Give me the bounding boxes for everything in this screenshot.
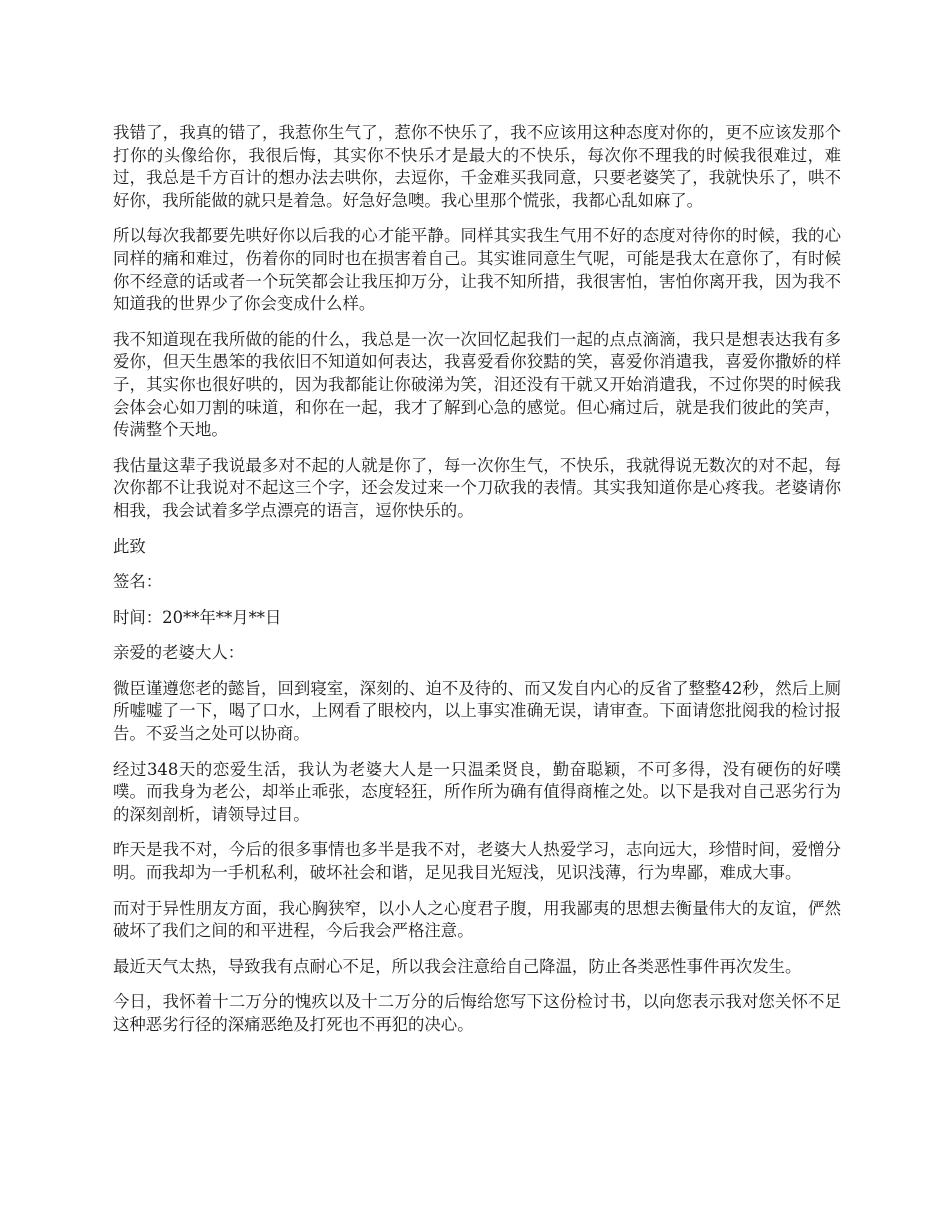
signature-line: 签名： xyxy=(113,572,163,592)
paragraph-self-review-6: 今日，我怀着十二万分的愧疚以及十二万分的后悔给您写下这份检讨书，以向您表示我对您关怀不足这种恶劣行径的深痛恶绝及打死也不再犯的决心。 xyxy=(113,992,841,1034)
paragraph-self-review-1: 微臣谨遵您老的懿旨，回到寝室，深刻的、迫不及待的、而又发自内心的反省了整整42秒，然后上厕所嘘嘘了一下，喝了口水，上网看了眼校内，以上事实准确无误，请审查。下面请您批阅我的检讨报告。不妥当之处可以协商。 xyxy=(113,678,841,744)
greeting-line: 亲爱的老婆大人： xyxy=(113,643,245,663)
paragraph-self-review-3: 昨天是我不对，今后的很多事情也多半是我不对，老婆大人热爱学习，志向远大，珍惜时间，爱憎分明。而我却为一手机私利，破坏社会和谐，足见我目光短浅，见识浅薄，行为卑鄙，难成大事。 xyxy=(113,840,841,883)
closing-salutation: 此致 xyxy=(113,536,146,556)
paragraph-self-review-4: 而对于异性朋友方面，我心胸狭窄，以小人之心度君子腹，用我鄙夷的思想去衡量伟大的友谊，俨然破坏了我们之间的和平进程，今后我会严格注意。 xyxy=(113,898,841,941)
paragraph-apology-1: 我错了，我真的错了，我惹你生气了，惹你不快乐了，我不应该用这种态度对你的，更不应该发那个打你的头像给你，我很后悔，其实你不快乐才是最大的不快乐，每次你不理我的时候我很难过，难过，我总是千方百计的想办法去哄你，去逗你，千金难买我同意，只要老婆笑了，我就快乐了，哄不好你，我所能做的就只是着急。好急好急噢。我心里那个慌张，我都心乱如麻了。 xyxy=(113,123,841,210)
paragraph-apology-3: 我不知道现在我所做的能的什么，我总是一次一次回忆起我们一起的点点滴滴，我只是想表达我有多爱你，但天生愚笨的我依旧不知道如何表达，我喜爱看你狡黠的笑，喜爱你消遣我，喜爱你撒娇的样子，其实你也很好哄的，因为我都能让你破涕为笑，泪还没有干就又开始消遣我，不过你哭的时候我会体会心如刀割的味道，和你在一起，我才了解到心急的感觉。但心痛过后，就是我们彼此的笑声，传满整个天地。 xyxy=(113,329,841,440)
paragraph-self-review-5: 最近天气太热，导致我有点耐心不足，所以我会注意给自己降温，防止各类恶性事件再次发生。 xyxy=(113,956,802,976)
date-line: 时间：20**年**月**日 xyxy=(113,607,282,627)
document-body xyxy=(113,122,841,1050)
paragraph-apology-2: 所以每次我都要先哄好你以后我的心才能平静。同样其实我生气用不好的态度对待你的时候，我的心同样的痛和难过，伤着你的同时也在损害着自己。其实谁同意生气呢，可能是我太在意你了，有时候你不经意的话或者一个玩笑都会让我压抑万分，让我不知所措，我很害怕，害怕你离开我，因为我不知道我的世界少了你会变成什么样。 xyxy=(113,226,841,314)
paragraph-apology-4: 我估量这辈子我说最多对不起的人就是你了，每一次你生气，不快乐，我就得说无数次的对不起，每次你都不让我说对不起这三个字，还会发过来一个刀砍我的表情。其实我知道你是心疼我。老婆请你相我，我会试着多学点漂亮的语言，逗你快乐的。 xyxy=(113,455,841,520)
paragraph-self-review-2: 经过348天的恋爱生活，我认为老婆大人是一只温柔贤良，勤奋聪颖，不可多得，没有硬伤的好噗噗。而我身为老公，却举止乖张，态度轻狂，所作所为确有值得商榷之处。以下是我对自己恶劣行为的深刻剖析，请领导过目。 xyxy=(113,759,841,824)
